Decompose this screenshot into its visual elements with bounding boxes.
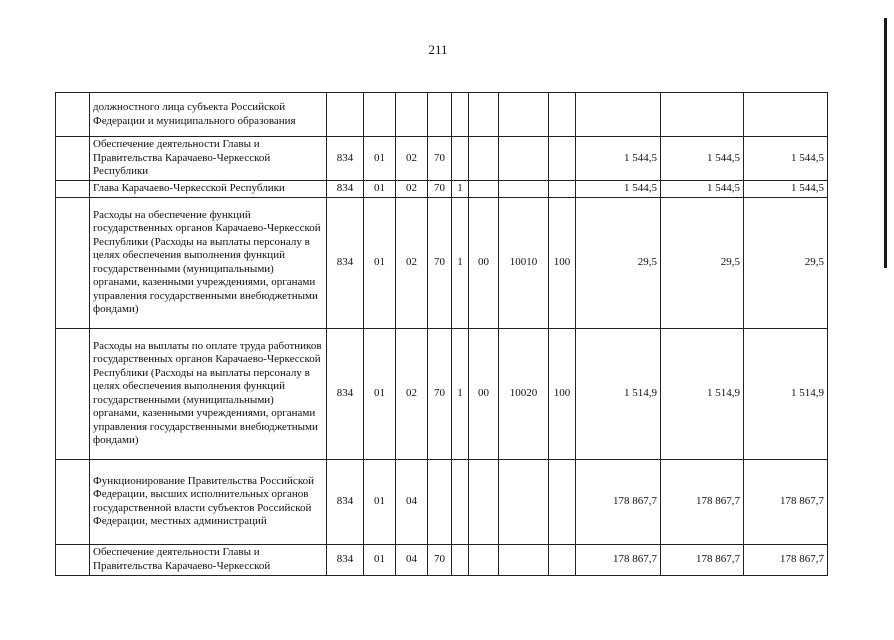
table-row: [56, 328, 828, 459]
cell-main-activity: 00: [469, 197, 499, 328]
cell-grbs: 834: [327, 544, 364, 575]
cell-amount-3: 1 514,9: [744, 328, 828, 459]
cell-blank: [56, 544, 90, 575]
cell-main-activity: [469, 93, 499, 137]
cell-main-activity: [469, 181, 499, 198]
cell-subsection: 04: [396, 459, 428, 544]
cell-section: 01: [364, 197, 396, 328]
cell-amount-1: 1 514,9: [576, 328, 661, 459]
cell-direction: 10020: [499, 328, 549, 459]
cell-amount-2: 178 867,7: [661, 544, 744, 575]
cell-main-activity: [469, 137, 499, 181]
cell-amount-3: 178 867,7: [744, 544, 828, 575]
cell-item-name: Расходы на выплаты по оплате труда работников государственных органов Карачаево-Черкесской Республики (Расходы на выплаты персоналу в целях обеспечения выполнения функций государственными (муниципальными) органами, казенными учреждениями, органами управления государственными внебюджетными фондами): [90, 328, 327, 459]
cell-amount-3: 178 867,7: [744, 459, 828, 544]
cell-item-name: Обеспечение деятельности Главы и Правительства Карачаево-Черкесской: [90, 544, 327, 575]
budget-table: [55, 92, 828, 576]
cell-expense-type: [549, 181, 576, 198]
cell-subprogram: [452, 137, 469, 181]
cell-amount-3: [744, 93, 828, 137]
cell-item-name: Обеспечение деятельности Главы и Правительства Карачаево-Черкесской Республики: [90, 137, 327, 181]
cell-expense-type: [549, 137, 576, 181]
cell-program: 70: [428, 197, 452, 328]
cell-program: 70: [428, 328, 452, 459]
cell-amount-2: 178 867,7: [661, 459, 744, 544]
cell-amount-2: 1 514,9: [661, 328, 744, 459]
cell-amount-3: 1 544,5: [744, 137, 828, 181]
cell-amount-1: 178 867,7: [576, 459, 661, 544]
cell-section: 01: [364, 459, 396, 544]
cell-program: 70: [428, 137, 452, 181]
cell-subprogram: [452, 544, 469, 575]
cell-direction: [499, 137, 549, 181]
cell-grbs: 834: [327, 137, 364, 181]
cell-direction: [499, 181, 549, 198]
cell-program: [428, 93, 452, 137]
cell-subsection: 02: [396, 197, 428, 328]
cell-main-activity: [469, 459, 499, 544]
cell-grbs: 834: [327, 459, 364, 544]
cell-direction: [499, 93, 549, 137]
cell-main-activity: [469, 544, 499, 575]
cell-amount-1: 1 544,5: [576, 137, 661, 181]
cell-blank: [56, 328, 90, 459]
cell-program: 70: [428, 544, 452, 575]
cell-blank: [56, 137, 90, 181]
cell-subsection: [396, 93, 428, 137]
cell-amount-2: [661, 93, 744, 137]
cell-subsection: 02: [396, 181, 428, 198]
cell-grbs: 834: [327, 181, 364, 198]
cell-subprogram: [452, 93, 469, 137]
cell-subsection: 02: [396, 137, 428, 181]
cell-item-name: Функционирование Правительства Российской Федерации, высших исполнительных органов государственной власти субъектов Российской Федерации, местных администраций: [90, 459, 327, 544]
cell-grbs: 834: [327, 328, 364, 459]
cell-section: [364, 93, 396, 137]
cell-grbs: [327, 93, 364, 137]
cell-direction: 10010: [499, 197, 549, 328]
table-row: [56, 459, 828, 544]
cell-section: 01: [364, 328, 396, 459]
cell-amount-1: 1 544,5: [576, 181, 661, 198]
cell-subprogram: [452, 459, 469, 544]
cell-subprogram: 1: [452, 197, 469, 328]
cell-program: 70: [428, 181, 452, 198]
cell-amount-3: 29,5: [744, 197, 828, 328]
cell-blank: [56, 459, 90, 544]
cell-amount-2: 29,5: [661, 197, 744, 328]
cell-subsection: 04: [396, 544, 428, 575]
cell-expense-type: [549, 459, 576, 544]
cell-blank: [56, 181, 90, 198]
cell-direction: [499, 459, 549, 544]
cell-grbs: 834: [327, 197, 364, 328]
cell-subprogram: 1: [452, 328, 469, 459]
cell-expense-type: [549, 93, 576, 137]
table-row: [56, 93, 828, 137]
cell-program: [428, 459, 452, 544]
cell-main-activity: 00: [469, 328, 499, 459]
table-row: [56, 181, 828, 198]
cell-blank: [56, 93, 90, 137]
table-row: [56, 137, 828, 181]
table-row: [56, 197, 828, 328]
cell-section: 01: [364, 544, 396, 575]
cell-direction: [499, 544, 549, 575]
cell-subprogram: 1: [452, 181, 469, 198]
cell-amount-3: 1 544,5: [744, 181, 828, 198]
cell-amount-1: 29,5: [576, 197, 661, 328]
table-row: [56, 544, 828, 575]
cell-amount-1: 178 867,7: [576, 544, 661, 575]
cell-expense-type: [549, 544, 576, 575]
cell-section: 01: [364, 137, 396, 181]
scan-edge-line: [884, 18, 887, 268]
cell-blank: [56, 197, 90, 328]
cell-subsection: 02: [396, 328, 428, 459]
cell-expense-type: 100: [549, 197, 576, 328]
cell-expense-type: 100: [549, 328, 576, 459]
cell-amount-2: 1 544,5: [661, 181, 744, 198]
page-number: 211: [428, 42, 448, 57]
cell-item-name: Расходы на обеспечение функций государственных органов Карачаево-Черкесской Республики (Расходы на выплаты персоналу в целях обеспечения выполнения функций государственными (муниципальными) органами, казенными учреждениями, органами управления государственными внебюджетными фондами): [90, 197, 327, 328]
cell-item-name: должностного лица субъекта Российской Федерации и муниципального образования: [90, 93, 327, 137]
cell-section: 01: [364, 181, 396, 198]
cell-amount-2: 1 544,5: [661, 137, 744, 181]
cell-item-name: Глава Карачаево-Черкесской Республики: [90, 181, 327, 198]
cell-amount-1: [576, 93, 661, 137]
